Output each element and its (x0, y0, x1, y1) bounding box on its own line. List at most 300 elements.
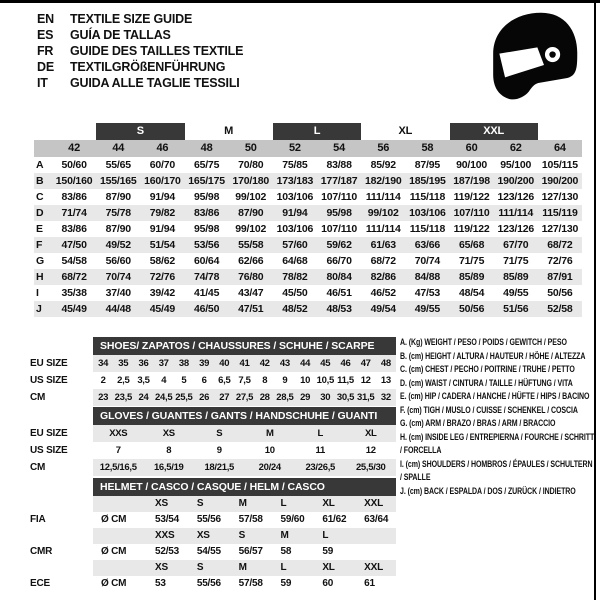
measurement-value: 57/60 (282, 239, 308, 251)
size-number: 46 (156, 142, 169, 154)
measurement-value: 41/45 (193, 287, 220, 299)
measurement-value: 51/56 (503, 303, 529, 315)
language-row (37, 43, 243, 59)
gloves-size-value: XXS (109, 428, 128, 439)
helmet-sizes-row (93, 528, 396, 544)
helmet-standard-ece: ECE (30, 578, 50, 589)
helmet-size-value: 55/56 (196, 578, 221, 589)
measurement-value: 85/89 (503, 271, 529, 283)
measurement-row-g (34, 253, 582, 269)
measurement-value: 99/102 (235, 191, 267, 203)
row-letter: E (36, 223, 43, 235)
language-row (37, 75, 243, 91)
shoes-row (93, 372, 396, 389)
size-number: 62 (509, 142, 522, 154)
measurement-value: 99/102 (235, 223, 267, 235)
measurement-value: 111/114 (365, 191, 401, 203)
helmet-unit-placeholder (93, 560, 145, 576)
measurement-value: 71/74 (61, 207, 87, 219)
row-letter: B (36, 175, 44, 187)
measurement-value: 54/58 (61, 255, 87, 267)
shoes-size-value: 32 (380, 392, 391, 403)
measurement-value: 63/66 (414, 239, 441, 251)
helmet-size-label: S (196, 498, 204, 509)
language-row (37, 11, 243, 27)
gloves-size-value: 23/26,5 (305, 462, 336, 473)
shoes-table-rows (93, 355, 396, 406)
shoes-label-eu-size: EU SIZE (30, 358, 68, 369)
helmet-size-value: 61/62 (322, 514, 347, 525)
language-guide-title: GUIDA ALLE TAGLIE TESSILI (70, 76, 240, 90)
size-group-header-row (34, 123, 582, 140)
gloves-size-value: L (317, 428, 323, 439)
row-letter: C (36, 191, 44, 203)
row-letter: F (36, 239, 43, 251)
legend-item: A. (Kg) WEIGHT / PESO / POIDS / GEWITCH / PESO (400, 337, 567, 347)
measurement-row-b (34, 173, 582, 189)
measurement-value: 83/88 (326, 159, 352, 171)
helmet-table-rows (93, 496, 396, 592)
legend-item: F. (cm) TIGH / MUSLO / CUISSE / SCHENKEL / COSCIA (400, 404, 578, 415)
shoes-size-value: 27 (219, 392, 230, 403)
measurement-value: 59/62 (326, 239, 352, 251)
measurement-value: 87/95 (414, 159, 441, 171)
gloves-label-us-size: US SIZE (30, 445, 68, 456)
shoes-size-value: 2 (100, 375, 106, 386)
measurement-value: 76/80 (238, 271, 264, 283)
shoes-size-value: 28,5 (276, 392, 294, 403)
shoes-size-value: 6 (201, 375, 207, 386)
measurement-value: 71/75 (458, 255, 485, 267)
measurement-value: 182/190 (364, 175, 402, 187)
measurement-value: 39/42 (149, 287, 176, 299)
measurement-value: 111/114 (365, 223, 401, 235)
gloves-size-value: XS (162, 428, 175, 439)
shoes-size-value: 35 (118, 358, 129, 369)
measurement-value: 70/74 (105, 271, 131, 283)
measurement-value: 45/49 (61, 303, 87, 315)
measurement-value: 75/78 (105, 207, 131, 219)
language-guide-title: GUIDE DES TAILLES TEXTILE (70, 44, 244, 58)
shoes-label-us-size: US SIZE (30, 375, 68, 386)
measurement-value: 46/50 (193, 303, 220, 315)
measurement-value: 68/72 (370, 255, 396, 267)
shoes-size-value: 36 (138, 358, 149, 369)
helmet-unit-placeholder (93, 496, 145, 512)
helmet-sizes-row (93, 560, 396, 576)
helmet-size-label: M (280, 530, 289, 541)
shoes-size-value: 45 (320, 358, 331, 369)
measurement-value: 99/102 (367, 207, 399, 219)
gloves-size-value: M (265, 428, 274, 439)
helmet-values-row (93, 512, 396, 528)
measurement-value: 75/85 (282, 159, 308, 171)
helmet-size-value (354, 544, 396, 560)
shoes-row (93, 389, 396, 406)
row-letter: G (36, 255, 44, 267)
measurement-value: 37/40 (105, 287, 131, 299)
row-letter-header (34, 140, 52, 157)
helmet-size-label: XS (196, 530, 210, 541)
helmet-unit-label: Ø CM (101, 546, 127, 557)
shoes-size-value: 27,5 (235, 392, 254, 403)
helmet-size-value: 53/54 (155, 514, 180, 525)
language-row (37, 59, 243, 75)
measurement-value: 85/92 (370, 159, 396, 171)
measurement-value: 49/52 (105, 239, 131, 251)
measurement-value: 48/54 (458, 287, 485, 299)
shoes-size-value: 26 (199, 392, 210, 403)
measurement-value: 87/90 (238, 207, 264, 219)
gloves-size-value: 12 (365, 445, 376, 456)
measurement-value: 49/55 (503, 287, 529, 299)
legend-item: B. (cm) HEIGHT / ALTURA / HAUTEUR / HÖHE / ALTEZZA (400, 350, 586, 361)
measurement-value: 111/114 (498, 207, 534, 219)
gloves-size-value: 7 (115, 445, 121, 456)
language-guide-title: TEXTILE SIZE GUIDE (70, 12, 193, 26)
shoes-size-value: 4 (161, 375, 167, 386)
gloves-size-value: XL (364, 428, 377, 439)
measurement-value: 103/106 (276, 191, 314, 203)
gloves-table-title: GLOVES / GUANTES / GANTS / HANDSCHUHE / GUANTI (93, 407, 396, 425)
helmet-size-value: 57/58 (238, 514, 263, 525)
helmet-size-value: 60 (322, 578, 334, 589)
measurement-value: 70/80 (238, 159, 264, 171)
measurement-value: 91/94 (149, 223, 176, 235)
helmet-size-label: XXL (364, 498, 384, 509)
helmet-values-row (93, 576, 396, 592)
measurement-value: 115/118 (409, 223, 446, 235)
helmet-standard-cmr: CMR (30, 546, 53, 557)
shoes-row (93, 355, 396, 372)
gloves-table-rows (93, 425, 396, 476)
helmet-size-value: 54/55 (196, 546, 221, 557)
shoes-size-value: 43 (279, 358, 290, 369)
shoes-size-value: 24 (138, 392, 149, 403)
helmet-standard-labels (30, 496, 92, 592)
measurement-value: 70/74 (414, 255, 441, 267)
measurement-row-j (34, 301, 582, 317)
helmet-size-label: S (238, 530, 246, 541)
measurement-value: 56/60 (105, 255, 131, 267)
clothing-measurement-rows (34, 157, 582, 317)
size-number: 54 (333, 142, 345, 154)
measurement-value: 87/90 (105, 223, 131, 235)
shoes-size-value: 34 (98, 358, 109, 369)
helmet-size-label: M (238, 498, 247, 509)
helmet-size-label: L (280, 562, 287, 573)
measurement-value: 119/122 (453, 191, 490, 203)
shoes-table (93, 337, 396, 406)
measurement-row-c (34, 189, 582, 205)
language-row (37, 27, 243, 43)
measurement-value: 61/63 (370, 239, 396, 251)
measurement-value: 90/100 (456, 159, 488, 171)
measurement-value: 45/49 (149, 303, 176, 315)
language-code: EN (37, 12, 54, 26)
measurement-value: 67/70 (503, 239, 529, 251)
measurement-value: 185/195 (409, 175, 446, 187)
measurement-value: 79/82 (149, 207, 176, 219)
language-guide-title: TEXTILGRÖßENFÜHRUNG (70, 60, 226, 74)
legend-item: J. (cm) BACK / ESPALDA / DOS / ZURÜCK / INDIETRO (400, 485, 576, 496)
clothing-size-table (34, 123, 582, 317)
measurement-value: 83/86 (193, 207, 220, 219)
helmet-values-row (93, 544, 396, 560)
numeric-size-header-row (34, 140, 582, 157)
measurement-row-h (34, 269, 582, 285)
measurement-value: 95/98 (326, 207, 352, 219)
shoes-size-value: 3,5 (137, 375, 150, 386)
measurement-value: 103/106 (409, 207, 446, 219)
measurement-value: 55/65 (105, 159, 131, 171)
measurement-value: 155/165 (99, 175, 137, 187)
legend-item: H. (cm) INSIDE LEG / ENTREPIERNA / FOURCHE / SCHRITT / FORCELLA (400, 431, 595, 455)
size-number: 56 (377, 142, 390, 154)
helmet-size-value: 63/64 (364, 514, 389, 525)
shoes-size-value: 48 (380, 358, 391, 369)
gloves-size-value: 16,5/19 (153, 462, 184, 473)
size-number: 58 (421, 142, 434, 154)
shoes-size-value: 28 (259, 392, 270, 403)
size-number: 42 (68, 142, 80, 154)
measurement-value: 60/70 (149, 159, 176, 171)
shoes-size-value: 46 (340, 358, 351, 369)
measurement-value: 50/60 (61, 159, 87, 171)
helmet-size-label: S (196, 562, 204, 573)
measurement-value: 71/75 (503, 255, 529, 267)
measurement-legend (400, 336, 595, 498)
gloves-size-value: 18/21,5 (204, 462, 235, 473)
measurement-value: 35/38 (61, 287, 87, 299)
shoes-size-value: 41 (239, 358, 250, 369)
gloves-size-value: 25,5/30 (355, 462, 386, 473)
measurement-value: 65/68 (458, 239, 485, 251)
gloves-row (93, 442, 396, 459)
gloves-size-value: 8 (166, 445, 172, 456)
shoes-label-cm: CM (30, 392, 46, 403)
measurement-value: 74/78 (193, 271, 220, 283)
language-code: FR (37, 44, 54, 58)
racing-helmet-icon (487, 8, 582, 103)
measurement-value: 83/86 (61, 223, 87, 235)
size-number: 60 (465, 142, 478, 154)
measurement-value: 46/51 (326, 287, 352, 299)
shoes-size-value: 12 (360, 375, 371, 386)
helmet-unit-label: Ø CM (101, 514, 127, 525)
measurement-value: 72/76 (547, 255, 573, 267)
shoes-size-value: 7,5 (238, 375, 251, 386)
gloves-size-value: 20/24 (258, 462, 281, 473)
measurement-value: 60/64 (193, 255, 220, 267)
row-letter: I (36, 287, 39, 299)
shoes-size-value: 2,5 (117, 375, 130, 386)
top-border-line (0, 0, 600, 3)
shoes-size-value: 5 (181, 375, 187, 386)
helmet-table-title: HELMET / CASCO / CASQUE / HELM / CASCO (93, 478, 396, 496)
shoes-size-value: 29 (300, 392, 311, 403)
measurement-value: 45/50 (282, 287, 308, 299)
helmet-unit-label: Ø CM (101, 578, 127, 589)
measurement-value: 127/130 (541, 223, 579, 235)
measurement-row-e (34, 221, 582, 237)
measurement-value: 44/48 (105, 303, 131, 315)
legend-item: E. (cm) HIP / CADERA / HANCHE / HÜFTE / HIPS / BACINO (400, 391, 590, 401)
helmet-size-label: L (280, 498, 287, 509)
legend-item: I. (cm) SHOULDERS / HOMBROS / ÉPAULES / SCHULTERN / SPALLE (400, 458, 593, 482)
shoes-size-value: 39 (199, 358, 210, 369)
gloves-label-eu-size: EU SIZE (30, 428, 68, 439)
helmet-size-value: 55/56 (196, 514, 221, 525)
measurement-value: 95/98 (193, 223, 220, 235)
helmet-size-value: 59/60 (280, 514, 305, 525)
shoes-size-value: 40 (219, 358, 230, 369)
language-code: ES (37, 28, 54, 42)
helmet-size-value: 53 (155, 578, 166, 589)
helmet-size-label: XXL (364, 562, 384, 573)
measurement-value: 55/58 (238, 239, 264, 251)
measurement-row-i (34, 285, 582, 301)
gloves-table (93, 407, 396, 476)
measurement-value: 91/94 (149, 191, 176, 203)
measurement-value: 48/52 (282, 303, 308, 315)
shoes-size-value: 6,5 (218, 375, 231, 386)
measurement-value: 66/70 (326, 255, 352, 267)
shoes-size-value: 37 (158, 358, 169, 369)
legend-item: G. (cm) ARM / BRAZO / BRAS / ARM / BRACCIO (400, 418, 556, 428)
size-number: 52 (288, 142, 301, 154)
gloves-row-labels (30, 425, 92, 476)
shoes-row-labels (30, 355, 92, 406)
measurement-value: 107/110 (321, 191, 358, 203)
helmet-size-value: 61 (364, 578, 375, 589)
helmet-size-value: 56/57 (238, 546, 263, 557)
measurement-value: 127/130 (541, 191, 579, 203)
helmet-size-label: XL (322, 562, 335, 573)
measurement-value: 107/110 (321, 223, 358, 235)
helmet-size-label: XS (155, 562, 168, 573)
measurement-value: 115/118 (409, 191, 446, 203)
row-letter: J (36, 303, 42, 315)
shoes-size-value: 11,5 (337, 375, 354, 386)
measurement-value: 64/68 (282, 255, 308, 267)
measurement-value: 85/89 (458, 271, 485, 283)
row-letter: A (36, 159, 44, 171)
language-guide-title: GUÍA DE TALLAS (70, 28, 171, 42)
shoes-size-value: 23,5 (114, 392, 132, 403)
measurement-value: 177/187 (320, 175, 358, 187)
shoes-size-value: 10 (300, 375, 311, 386)
gloves-size-value: 11 (315, 445, 325, 456)
row-letter: D (36, 207, 44, 219)
measurement-value: 43/47 (238, 287, 264, 299)
shoes-size-value: 10,5 (316, 375, 334, 386)
measurement-value: 170/180 (232, 175, 270, 187)
measurement-row-a (34, 157, 582, 173)
measurement-value: 82/86 (370, 271, 396, 283)
language-code: DE (37, 60, 54, 74)
measurement-value: 150/160 (55, 175, 93, 187)
measurement-value: 83/86 (61, 191, 87, 203)
measurement-value: 68/72 (547, 239, 573, 251)
shoes-size-value: 8 (262, 375, 268, 386)
shoes-size-value: 31,5 (357, 392, 375, 403)
measurement-value: 80/84 (326, 271, 352, 283)
measurement-row-d (34, 205, 582, 221)
measurement-value: 87/91 (547, 271, 573, 283)
helmet-size-label: XXS (155, 530, 175, 541)
helmet-size-value: 52/53 (155, 546, 180, 557)
measurement-value: 95/98 (193, 191, 220, 203)
size-group-s: S (96, 123, 184, 140)
size-number: 48 (200, 142, 213, 154)
measurement-value: 95/100 (500, 159, 532, 171)
measurement-value: 87/90 (105, 191, 131, 203)
measurement-value: 62/66 (238, 255, 264, 267)
helmet-size-label (354, 528, 396, 544)
helmet-standard-fia: FIA (30, 514, 46, 525)
shoes-table-title: SHOES/ ZAPATOS / CHAUSSURES / SCHUHE / SCARPE (93, 337, 396, 355)
measurement-value: 123/126 (497, 191, 535, 203)
size-group-xxl: XXL (450, 123, 538, 140)
shoes-size-value: 24,5 (155, 392, 173, 403)
helmet-unit-placeholder (93, 528, 145, 544)
measurement-value: 173/183 (276, 175, 314, 187)
measurement-value: 47/51 (238, 303, 264, 315)
measurement-value: 190/200 (497, 175, 535, 187)
shoes-size-value: 30,5 (336, 392, 355, 403)
measurement-value: 123/126 (497, 223, 535, 235)
helmet-size-label: XL (322, 498, 335, 509)
measurement-value: 187/198 (453, 175, 490, 187)
shoes-size-value: 30 (320, 392, 331, 403)
right-border-line (594, 0, 596, 600)
measurement-value: 65/75 (193, 159, 220, 171)
measurement-value: 48/53 (326, 303, 352, 315)
gloves-size-value: 12,5/16,5 (99, 462, 137, 473)
measurement-value: 47/50 (61, 239, 87, 251)
legend-item: C. (cm) CHEST / PECHO / POITRINE / TRUHE / PETTO (400, 364, 575, 374)
measurement-value: 50/56 (547, 287, 573, 299)
measurement-value: 68/72 (61, 271, 87, 283)
size-group-l: L (273, 123, 361, 140)
language-title-block (37, 11, 243, 91)
measurement-value: 53/56 (193, 239, 220, 251)
measurement-value: 103/106 (276, 223, 314, 235)
shoes-size-value: 13 (380, 375, 391, 386)
size-group-xl: XL (398, 125, 413, 137)
legend-item: D. (cm) WAIST / CINTURA / TAILLE / HÜFTUNG / VITA (400, 377, 573, 388)
shoes-size-value: 44 (300, 358, 311, 369)
measurement-value: 72/76 (149, 271, 176, 283)
measurement-value: 49/55 (414, 303, 441, 315)
helmet-size-label: L (322, 530, 329, 541)
size-number: 50 (244, 142, 257, 154)
helmet-size-label: M (238, 562, 247, 573)
measurement-value: 165/175 (188, 175, 225, 187)
measurement-value: 52/58 (547, 303, 573, 315)
helmet-size-value: 58 (280, 546, 292, 557)
size-number: 44 (112, 142, 125, 154)
measurement-value: 160/170 (144, 175, 181, 187)
gloves-size-value: S (216, 428, 223, 439)
helmet-size-value: 59 (322, 546, 334, 557)
gloves-row (93, 459, 396, 476)
measurement-value: 84/88 (414, 271, 441, 283)
measurement-value: 46/52 (370, 287, 396, 299)
shoes-size-value: 9 (282, 375, 288, 386)
shoes-size-value: 25,5 (175, 392, 193, 403)
